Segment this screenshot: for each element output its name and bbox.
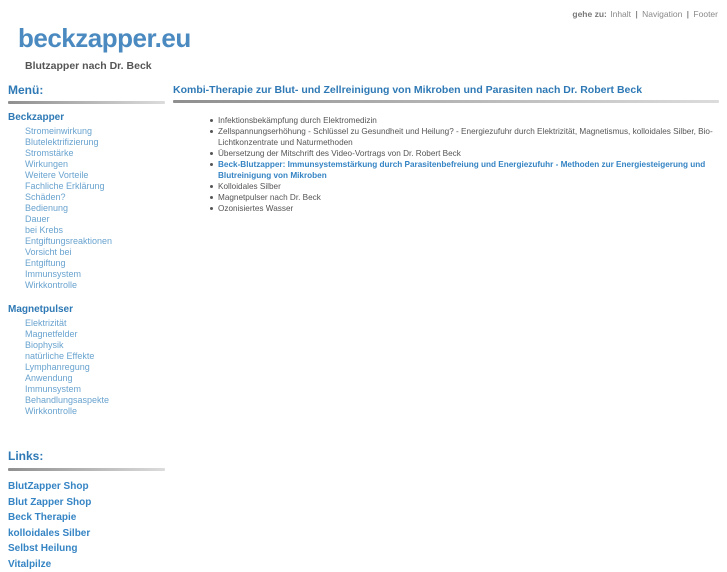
page-title-rule — [173, 100, 719, 103]
nav-section-beckzapper — [8, 112, 165, 291]
bullet-item: Übersetzung der Mitschrift des Video-Vortrags von Dr. Robert Beck — [210, 148, 718, 159]
links-heading-rule — [8, 468, 165, 471]
external-link[interactable]: kolloidales Silber — [8, 527, 91, 539]
bullet-item: Infektionsbekämpfung durch Elektromedizin — [210, 115, 718, 126]
nav-item[interactable]: Elektrizität — [25, 318, 67, 329]
nav-section-list — [8, 126, 165, 291]
nav-item[interactable]: Fachliche Erklärung — [25, 181, 105, 192]
nav-item[interactable]: Stromstärke — [25, 148, 74, 159]
skip-nav-label: gehe zu: — [572, 9, 607, 19]
external-link[interactable]: Selbst Heilung — [8, 543, 78, 555]
nav-item[interactable]: Immunsystem — [25, 384, 82, 395]
nav-item[interactable]: Blutelektrifizierung — [25, 137, 99, 148]
bullet-item: Magnetpulser nach Dr. Beck — [210, 192, 718, 203]
external-link[interactable]: Beck Therapie — [8, 512, 77, 524]
nav-item[interactable]: Weitere Vorteile — [25, 170, 89, 181]
external-links-list — [8, 479, 165, 572]
nav-section-list — [8, 318, 165, 417]
links-heading: Links: — [8, 449, 44, 464]
nav-item[interactable]: Stromeinwirkung — [25, 126, 93, 137]
nav-section-title-beckzapper[interactable]: Beckzapper — [8, 112, 65, 124]
skip-link-navigation[interactable]: Navigation — [642, 9, 683, 19]
skip-link-inhalt[interactable]: Inhalt — [610, 9, 632, 19]
skip-nav-links — [609, 9, 719, 19]
skip-link-footer[interactable]: Footer — [693, 9, 718, 19]
nav-item[interactable]: Entgiftung — [25, 258, 66, 269]
external-link[interactable]: Blut Zapper Shop — [8, 496, 92, 508]
external-link[interactable]: BlutZapper Shop — [8, 481, 89, 493]
page-title: Kombi-Therapie zur Blut- und Zellreinigung von Mikroben und Parasiten nach Dr. Robert Beck — [173, 83, 643, 96]
bullet-item: Kolloidales Silber — [210, 181, 718, 192]
sidebar-nav — [8, 112, 165, 417]
links-block — [8, 450, 165, 572]
menu-heading: Menü: — [8, 82, 44, 97]
skip-nav — [572, 9, 719, 19]
sidebar — [0, 84, 165, 572]
nav-item[interactable]: Dauer — [25, 214, 50, 225]
nav-item[interactable]: Wirkkontrolle — [25, 280, 78, 291]
nav-section-title-magnetpulser[interactable]: Magnetpulser — [8, 304, 74, 316]
site-tagline: Blutzapper nach Dr. Beck — [25, 59, 152, 72]
bullet-item-link[interactable]: Beck-Blutzapper: Immunsystemstärkung durch Parasitenbefreiung und Energiezufuhr - Methoden zur Energiesteigerung und Blutreinigung von Mikroben — [210, 159, 718, 181]
nav-item[interactable]: Bedienung — [25, 203, 69, 214]
nav-item[interactable]: Vorsicht bei — [25, 247, 72, 258]
nav-item[interactable]: Lymphanregung — [25, 362, 90, 373]
nav-item[interactable]: Biophysik — [25, 340, 64, 351]
nav-item[interactable]: Schäden? — [25, 192, 66, 203]
skip-link-separator: | — [633, 9, 641, 19]
nav-item[interactable]: Entgiftungsreaktionen — [25, 236, 113, 247]
menu-heading-rule — [8, 101, 165, 104]
nav-item[interactable]: Wirkungen — [25, 159, 69, 170]
main-content — [165, 84, 727, 214]
skip-link-separator: | — [684, 9, 692, 19]
nav-item[interactable]: bei Krebs — [25, 225, 64, 236]
nav-item[interactable]: Wirkkontrolle — [25, 406, 78, 417]
bullet-item: Ozonisiertes Wasser — [210, 203, 718, 214]
nav-item[interactable]: natürliche Effekte — [25, 351, 95, 362]
bullet-item: Zellspannungserhöhung - Schlüssel zu Gesundheit und Heilung? - Energiezufuhr durch Elektrizität, Magnetismus, kolloidales Silber, Bio-Lichtkonzentrate und Naturmethoden — [210, 126, 718, 148]
topic-bullet-list — [173, 115, 718, 214]
site-logo[interactable]: beckzapper.eu — [18, 23, 191, 53]
nav-section-magnetpulser — [8, 304, 165, 417]
nav-item[interactable]: Anwendung — [25, 373, 73, 384]
columns — [0, 84, 727, 572]
nav-item[interactable]: Behandlungsaspekte — [25, 395, 110, 406]
nav-item[interactable]: Immunsystem — [25, 269, 82, 280]
nav-item[interactable]: Magnetfelder — [25, 329, 78, 340]
external-link[interactable]: Vitalpilze — [8, 558, 52, 570]
